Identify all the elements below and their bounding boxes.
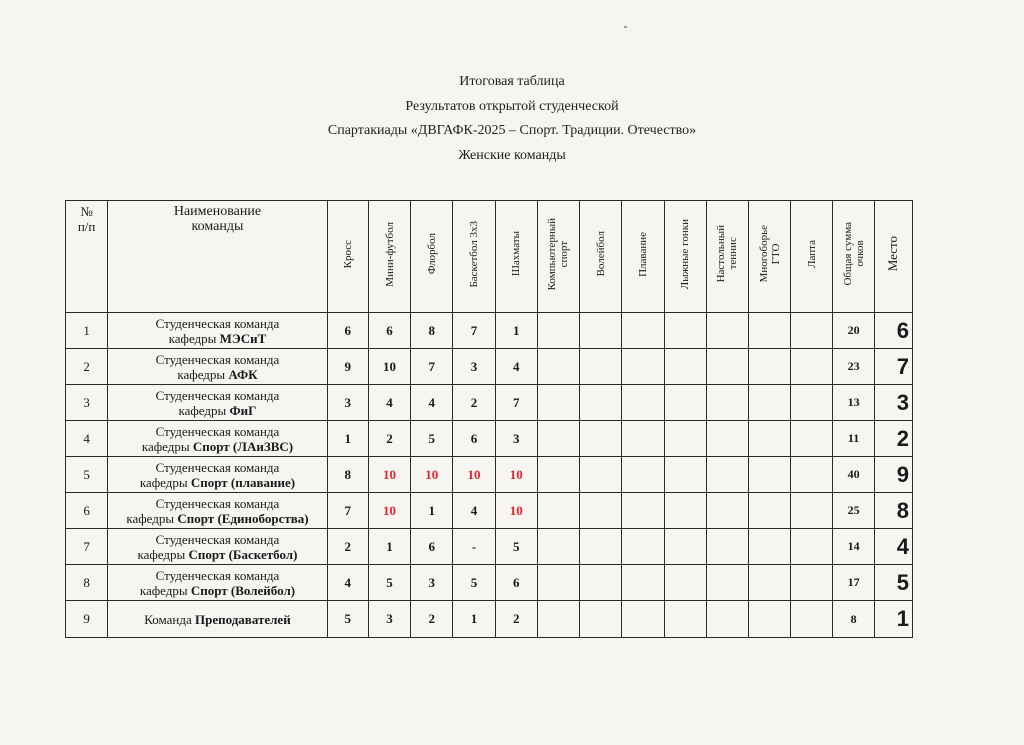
header-sport-3 <box>411 201 453 313</box>
title-line-4: Женские команды <box>458 147 566 163</box>
team-name-bold: Спорт (Волейбол) <box>190 582 296 598</box>
score-cell <box>580 313 622 349</box>
score-cell <box>791 493 833 529</box>
table-row <box>66 457 913 493</box>
header-sport-12 <box>791 201 833 313</box>
score-cell <box>664 457 706 493</box>
score-cell <box>791 421 833 457</box>
score-cell <box>749 457 791 493</box>
score-cell <box>580 493 622 529</box>
document-title-block <box>0 74 1024 172</box>
score-cell: 7 <box>453 313 495 349</box>
team-name-cell <box>108 601 327 638</box>
score-cell: 2 <box>495 601 537 638</box>
score-cell <box>749 313 791 349</box>
header-place <box>874 201 912 313</box>
team-name-label: кафедры <box>126 510 178 526</box>
team-name-cell <box>108 457 327 493</box>
team-name-bold: АФК <box>228 366 258 382</box>
header-sport-10 <box>706 201 748 313</box>
team-name-line <box>108 583 326 598</box>
team-name-cell <box>108 421 327 457</box>
score-cell: 2 <box>411 601 453 638</box>
row-number: 6 <box>66 493 108 529</box>
score-cell: 5 <box>411 421 453 457</box>
score-cell <box>791 349 833 385</box>
team-name-prefix: Студенческая команда <box>155 387 280 403</box>
table-row <box>66 349 913 385</box>
table-row <box>66 313 913 349</box>
score-cell <box>664 421 706 457</box>
score-cell <box>791 601 833 638</box>
score-cell: 4 <box>368 385 410 421</box>
team-name-line <box>108 367 326 382</box>
score-cell: 10 <box>368 493 410 529</box>
header-sport-8 <box>622 201 664 313</box>
header-sport-label: Многоборье ГТО <box>757 225 782 283</box>
score-cell: 6 <box>495 565 537 601</box>
team-name-prefix: Студенческая команда <box>155 315 280 331</box>
score-cell: 3 <box>411 565 453 601</box>
score-cell <box>580 565 622 601</box>
header-sport-5 <box>495 201 537 313</box>
team-name-cell <box>108 313 327 349</box>
header-sport-4 <box>453 201 495 313</box>
score-cell <box>622 601 664 638</box>
score-cell <box>664 385 706 421</box>
score-cell <box>749 601 791 638</box>
score-cell <box>706 529 748 565</box>
team-name-bold: Преподавателей <box>195 611 291 627</box>
score-cell: 5 <box>368 565 410 601</box>
place-cell: 9 <box>874 457 912 493</box>
total-cell: 25 <box>833 493 874 529</box>
header-sport-2 <box>368 201 410 313</box>
header-sport-label: Компьютерный спорт <box>546 217 571 291</box>
score-cell: 6 <box>368 313 410 349</box>
score-cell <box>706 457 748 493</box>
title-line-2: Результатов открытой студенческой <box>405 98 619 114</box>
total-cell: 17 <box>833 565 874 601</box>
score-cell: 3 <box>327 385 368 421</box>
score-cell: 4 <box>495 349 537 385</box>
team-name-bold: Спорт (ЛАиЗВС) <box>192 438 294 454</box>
header-sport-11 <box>749 201 791 313</box>
score-cell <box>664 313 706 349</box>
team-name-bold: МЭСиТ <box>219 330 267 346</box>
score-cell: 4 <box>453 493 495 529</box>
score-cell: 7 <box>495 385 537 421</box>
team-name-cell <box>108 349 327 385</box>
team-name-prefix: Студенческая команда <box>155 351 280 367</box>
team-name-label: кафедры <box>139 474 191 490</box>
score-cell: 10 <box>411 457 453 493</box>
header-sport-7 <box>580 201 622 313</box>
team-name-bold: ФиГ <box>229 402 257 418</box>
score-cell <box>791 313 833 349</box>
team-name-prefix: Студенческая команда <box>155 423 280 439</box>
team-name-line <box>108 511 326 526</box>
header-number: № п/п <box>66 201 108 313</box>
row-number: 5 <box>66 457 108 493</box>
row-number: 9 <box>66 601 108 638</box>
row-number: 4 <box>66 421 108 457</box>
team-name-cell <box>108 529 327 565</box>
total-cell: 20 <box>833 313 874 349</box>
header-sport-label: Лапта <box>805 240 818 268</box>
total-cell: 14 <box>833 529 874 565</box>
score-cell <box>537 313 579 349</box>
score-cell: 6 <box>411 529 453 565</box>
row-number: 1 <box>66 313 108 349</box>
score-cell: 1 <box>495 313 537 349</box>
header-team-name: Наименование команды <box>108 201 327 313</box>
score-cell <box>622 421 664 457</box>
score-cell <box>622 313 664 349</box>
score-cell <box>749 421 791 457</box>
score-cell <box>749 529 791 565</box>
row-number: 8 <box>66 565 108 601</box>
team-name-line <box>108 331 326 346</box>
place-cell: 4 <box>874 529 912 565</box>
score-cell <box>580 457 622 493</box>
score-cell <box>537 385 579 421</box>
score-cell <box>706 493 748 529</box>
team-name-line <box>108 403 326 418</box>
total-cell: 13 <box>833 385 874 421</box>
score-cell: 8 <box>327 457 368 493</box>
score-cell: 5 <box>327 601 368 638</box>
team-name-label: кафедры <box>168 330 220 346</box>
score-cell: 1 <box>368 529 410 565</box>
score-cell <box>749 385 791 421</box>
total-cell: 11 <box>833 421 874 457</box>
score-cell: - <box>453 529 495 565</box>
score-cell <box>706 601 748 638</box>
team-name-prefix: Студенческая команда <box>155 567 280 583</box>
place-cell: 2 <box>874 421 912 457</box>
score-cell <box>622 457 664 493</box>
total-cell: 8 <box>833 601 874 638</box>
table-row <box>66 493 913 529</box>
team-name-label: кафедры <box>178 402 230 418</box>
score-cell: 6 <box>327 313 368 349</box>
score-cell: 5 <box>495 529 537 565</box>
score-cell: 7 <box>411 349 453 385</box>
header-place-label: Место <box>885 236 901 272</box>
score-cell <box>580 601 622 638</box>
score-cell <box>664 349 706 385</box>
header-sport-6 <box>537 201 579 313</box>
score-cell: 1 <box>411 493 453 529</box>
score-cell <box>706 565 748 601</box>
score-cell: 10 <box>495 457 537 493</box>
team-name-line <box>108 475 326 490</box>
team-name-cell <box>108 385 327 421</box>
score-cell <box>622 385 664 421</box>
score-cell: 2 <box>453 385 495 421</box>
header-sport-label: Мини-футбол <box>383 221 396 287</box>
place-cell: 8 <box>874 493 912 529</box>
score-cell: 5 <box>453 565 495 601</box>
header-sport-label: Лыжные гонки <box>679 218 692 290</box>
score-cell <box>537 493 579 529</box>
score-cell <box>706 421 748 457</box>
total-cell: 23 <box>833 349 874 385</box>
header-sport-9 <box>664 201 706 313</box>
score-cell <box>706 313 748 349</box>
score-cell: 6 <box>453 421 495 457</box>
results-table <box>65 200 913 638</box>
team-name-line <box>108 547 326 562</box>
score-cell: 2 <box>368 421 410 457</box>
header-sport-label: Баскетбол 3х3 <box>467 220 480 288</box>
score-cell: 9 <box>327 349 368 385</box>
score-cell <box>580 385 622 421</box>
score-cell <box>706 349 748 385</box>
score-cell <box>537 457 579 493</box>
team-name-label: кафедры <box>177 366 229 382</box>
team-name-bold: Спорт (Единоборства) <box>177 510 309 526</box>
scan-mark <box>624 26 627 28</box>
header-sport-label: Флорбол <box>425 233 438 275</box>
header-total-label: Общая сумма очков <box>841 222 866 286</box>
table-row <box>66 601 913 638</box>
team-name-cell <box>108 565 327 601</box>
header-sport-label: Волейбол <box>594 231 607 277</box>
score-cell <box>791 457 833 493</box>
score-cell: 10 <box>495 493 537 529</box>
place-cell: 1 <box>874 601 912 638</box>
score-cell <box>664 601 706 638</box>
header-sport-label: Плавание <box>636 231 649 277</box>
team-name-label: кафедры <box>139 582 191 598</box>
score-cell <box>537 349 579 385</box>
score-cell: 1 <box>453 601 495 638</box>
place-cell: 5 <box>874 565 912 601</box>
score-cell: 4 <box>411 385 453 421</box>
score-cell: 1 <box>327 421 368 457</box>
team-name-line <box>108 439 326 454</box>
score-cell <box>580 349 622 385</box>
score-cell <box>580 529 622 565</box>
score-cell: 10 <box>453 457 495 493</box>
team-name-bold: Спорт (Баскетбол) <box>188 546 298 562</box>
title-line-3: Спартакиады «ДВГАФК-2025 – Спорт. Традиции. Отечество» <box>327 123 697 138</box>
table-row <box>66 421 913 457</box>
score-cell: 4 <box>327 565 368 601</box>
score-cell <box>580 421 622 457</box>
header-sport-1 <box>327 201 368 313</box>
place-cell: 6 <box>874 313 912 349</box>
score-cell <box>749 565 791 601</box>
score-cell: 3 <box>453 349 495 385</box>
score-cell: 10 <box>368 349 410 385</box>
table-row <box>66 385 913 421</box>
team-name-prefix: Студенческая команда <box>155 495 280 511</box>
place-cell: 3 <box>874 385 912 421</box>
team-name-line <box>108 612 326 627</box>
team-name-label: Команда <box>144 611 195 627</box>
score-cell: 2 <box>327 529 368 565</box>
team-name-prefix: Студенческая команда <box>155 459 280 475</box>
total-cell: 40 <box>833 457 874 493</box>
header-sport-label: Шахматы <box>510 231 523 277</box>
score-cell <box>622 565 664 601</box>
score-cell <box>537 565 579 601</box>
score-cell <box>791 565 833 601</box>
score-cell <box>537 601 579 638</box>
score-cell <box>537 421 579 457</box>
score-cell <box>706 385 748 421</box>
team-name-label: кафедры <box>137 546 189 562</box>
table-row <box>66 565 913 601</box>
team-name-prefix: Студенческая команда <box>155 531 280 547</box>
score-cell <box>622 529 664 565</box>
score-cell <box>664 529 706 565</box>
score-cell <box>791 529 833 565</box>
row-number: 7 <box>66 529 108 565</box>
row-number: 3 <box>66 385 108 421</box>
table-header-row <box>66 201 913 313</box>
score-cell <box>749 349 791 385</box>
row-number: 2 <box>66 349 108 385</box>
score-cell <box>622 493 664 529</box>
team-name-bold: Спорт (плавание) <box>190 474 296 490</box>
team-name-cell <box>108 493 327 529</box>
header-total <box>833 201 874 313</box>
score-cell <box>791 385 833 421</box>
score-cell <box>537 529 579 565</box>
table-row <box>66 529 913 565</box>
score-cell: 3 <box>495 421 537 457</box>
header-sport-label: Настольный теннис <box>715 225 740 283</box>
header-sport-label: Кросс <box>341 239 354 269</box>
score-cell <box>664 493 706 529</box>
score-cell: 8 <box>411 313 453 349</box>
title-line-1: Итоговая таблица <box>459 74 565 89</box>
score-cell: 3 <box>368 601 410 638</box>
score-cell <box>664 565 706 601</box>
score-cell <box>622 349 664 385</box>
place-cell: 7 <box>874 349 912 385</box>
team-name-label: кафедры <box>141 438 193 454</box>
score-cell: 7 <box>327 493 368 529</box>
score-cell: 10 <box>368 457 410 493</box>
score-cell <box>749 493 791 529</box>
